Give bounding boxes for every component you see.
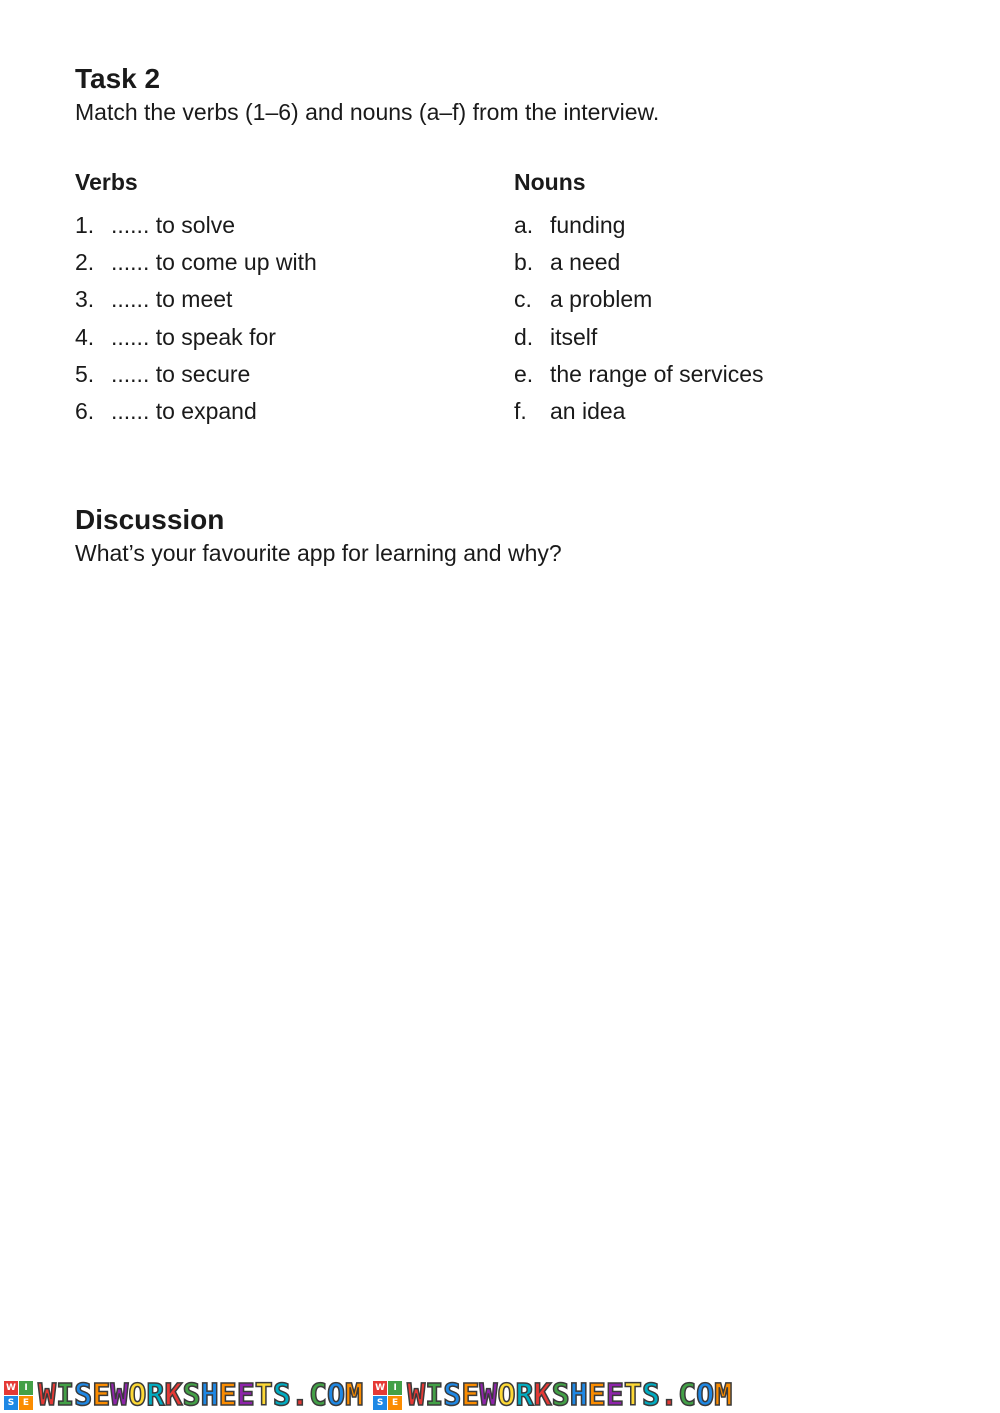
wordmark-letter: R (515, 1378, 534, 1413)
noun-item: d. itself (514, 323, 598, 350)
noun-item: a. funding (514, 212, 626, 238)
noun-item: f. an idea (514, 397, 626, 424)
wordmark-letter: O (497, 1378, 516, 1413)
wordmark-letter: C (308, 1378, 327, 1413)
wordmark-letter: E (605, 1378, 624, 1413)
brand-wordmark (38, 1379, 363, 1413)
wordmark-letter: W (407, 1378, 426, 1413)
wordmark-letter: S (182, 1378, 201, 1413)
wordmark-letter: E (587, 1378, 606, 1413)
noun-text: itself (550, 323, 598, 350)
noun-item: c. a problem (514, 286, 653, 313)
noun-text: funding (550, 212, 626, 238)
noun-text: a need (550, 249, 621, 276)
wordmark-letter: W (38, 1378, 57, 1413)
verb-text: ...... to meet (111, 286, 233, 313)
wordmark-letter: M (345, 1378, 364, 1413)
wordmark-letter: E (92, 1378, 111, 1413)
discussion-question: What’s your favourite app for learning and why? (75, 540, 562, 566)
wordmark-letter: S (551, 1378, 570, 1413)
wordmark-letter: T (254, 1378, 273, 1413)
wordmark-letter: S (74, 1378, 93, 1413)
task-instruction: Match the verbs (1–6) and nouns (a–f) from the interview. (75, 99, 660, 125)
noun-text: a problem (550, 286, 653, 313)
verb-text: ...... to solve (111, 212, 235, 238)
verb-item: 1. ...... to solve (75, 212, 235, 238)
verb-text: ...... to expand (111, 397, 257, 424)
verbs-heading: Verbs (75, 169, 138, 195)
wordmark-letter: R (146, 1378, 165, 1413)
nouns-list (514, 210, 764, 433)
wordmark-letter: O (327, 1378, 346, 1413)
watermark-footer (0, 1378, 1000, 1413)
wordmark-letter: S (272, 1378, 291, 1413)
wordmark-letter: K (164, 1378, 183, 1413)
wordmark-letter: S (443, 1378, 462, 1413)
verb-item: 2. ...... to come up with (75, 249, 317, 276)
verb-text: ...... to speak for (111, 323, 276, 350)
verbs-list (75, 210, 317, 433)
watermark-brand (373, 1379, 732, 1413)
wordmark-letter: T (623, 1378, 642, 1413)
noun-item: e. the range of services (514, 360, 764, 387)
verb-item: 6. ...... to expand (75, 397, 257, 424)
wordmark-letter: C (678, 1378, 697, 1413)
wordmark-letter: S (641, 1378, 660, 1413)
wordmark-letter: W (479, 1378, 498, 1413)
wordmark-letter: K (533, 1378, 552, 1413)
verb-item: 3. ...... to meet (75, 286, 233, 313)
nouns-heading: Nouns (514, 169, 586, 195)
verb-text: ...... to come up with (111, 249, 317, 276)
discussion-title: Discussion (75, 504, 225, 535)
noun-text: the range of services (550, 360, 764, 387)
brand-wordmark (407, 1379, 732, 1413)
wordmark-letter: I (56, 1378, 75, 1413)
wordmark-letter: I (425, 1378, 444, 1413)
wordmark-letter: H (200, 1378, 219, 1413)
wordmark-letter: E (461, 1378, 480, 1413)
wordmark-letter: M (714, 1378, 733, 1413)
verb-item: 5. ...... to secure (75, 360, 251, 387)
brand-logo-icon: W I S E (4, 1381, 33, 1410)
verb-text: ...... to secure (111, 360, 251, 387)
task-title: Task 2 (75, 63, 161, 94)
noun-item: b. a need (514, 249, 621, 276)
wordmark-letter: O (696, 1378, 715, 1413)
brand-logo-icon: W I S E (373, 1381, 402, 1410)
verb-item: 4. ...... to speak for (75, 323, 276, 350)
wordmark-letter: . (290, 1378, 309, 1413)
noun-text: an idea (550, 397, 626, 424)
wordmark-letter: . (660, 1378, 679, 1413)
wordmark-letter: O (128, 1378, 147, 1413)
watermark-brand (4, 1379, 363, 1413)
wordmark-letter: W (110, 1378, 129, 1413)
wordmark-letter: H (569, 1378, 588, 1413)
wordmark-letter: E (236, 1378, 255, 1413)
wordmark-letter: E (218, 1378, 237, 1413)
